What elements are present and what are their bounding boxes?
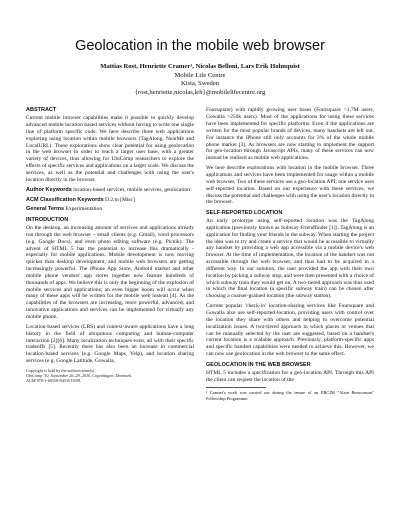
- introduction-paragraph-2: Location-based services (LBS) and context-aware applications have a long history in the field of ubiquitous computing and human-computer interaction [2][6]. Many localization techniques exist, all with their specific tradeoffs [5]. Recently there has also been an increase in commercial location-based services (e.g. Google Maps, Yelp), and location sharing services (e.g. Google Latitude, Gowalla,: [26, 323, 194, 365]
- copyright-line-3: ACM 978-1-60558-843-8/10/09.: [26, 378, 82, 384]
- copyright-line-1: Copyright is held by the author/owner(s).: [26, 367, 96, 373]
- general-terms: [26, 206, 194, 213]
- self-reported-paragraph-2: Current popular 'check-in' location-sharing services like Foursquare and Gowalla also use self-reported location, providing users with control over the location they share with others and helping to overcome potential localization issues. A two-tiered approach in which places or venues that can be manually selected by the user are suggested, based on a handset's current location is a scalable approach. Previously, platform-specific apps and specific handset capabilities were needed to achieve this. However, we can now use geolocation in the web browser to the same effect.: [206, 303, 374, 358]
- copyright-line-2: UbiComp '10, September 26–29, 2010, Copenhagen, Denmark.: [26, 373, 133, 379]
- abstract-text: Current mobile browser capabilities make it possible to quickly develop advanced mobile location based services without having to write one single line of platform specific code. We here describe three web applications exploring using location within mobile browsers (TagAlong, NearMe and LocalURL). These explorations show clear potential for using geolocation in the web browser in order to reach a larger user base, with a greater variety of devices, thus allowing for UbiComp researchers to explore the effects of specific services and applications on a larger scale. We discuss the services, as well as the potential and challenges with using the user's location directly in the browser.: [26, 115, 194, 183]
- right-column: [206, 107, 374, 401]
- general-label: General Terms: [26, 206, 65, 213]
- general-text: Experimentation: [65, 206, 103, 213]
- paper-title: Geolocation in the mobile web browser: [75, 38, 325, 54]
- acm-label: ACM Classification Keywords: [26, 196, 104, 203]
- copyright-notice: [26, 368, 194, 384]
- right-paragraph-2: We here describe explorations with location in the mobile browser. Three applications and services have been implemented for usage within a mobile web browser. Two of these services use a geo-location API; one service uses self-reported location. Based on our experience with these services, we discuss the potential and challenges with using the user's location directly in the browser.: [206, 165, 374, 206]
- introduction-paragraph-1: On the desktop, an increasing amount of services and applications already run through the web browser – email clients (e.g. Gmail), word processors (e.g. Google Docs), and even photo editing software (e.g. Picnik). The advent of HTML 5 has the potential to increase this dramatically - especially for mobile applications. Mobile development is now moving quicker than desktop development, and mobile web browsers are getting increasingly powerful. The iPhone App Store, Android market and other mobile phone vendors' app stores together now feature hundreds of thousands of apps. We believe this is only the beginning of the explosion of mobile services and applications; an even bigger boom will occur when many of these apps will be written for the mobile web instead [4]. As the capabilities of the browsers are increasing, more powerful, advanced, and innovative applications and services can be implemented for virtually any mobile phone.: [26, 225, 194, 320]
- author-location: Kista, Sweden: [180, 80, 220, 88]
- author-names: Mattias Rost, Henriette Cramer¹, Nicolas Belloni, Lars Erik Holmquist: [100, 63, 300, 70]
- author-affiliation: Mobile Life Centre: [174, 71, 226, 79]
- keywords-text: location-based services, mobile services, geolocation: [73, 186, 190, 193]
- footnote: ¹ Cramer's work was carried out during the tenure of an ERCIM "Alain Bensoussan" Fellowship Programme.: [206, 390, 374, 401]
- keywords-label: Author Keywords: [26, 186, 72, 193]
- geolocation-paragraph-1: HTML 5 includes a specification for a geo-location API. Through this API the client can request the location of the: [206, 369, 374, 383]
- right-paragraph-1: Foursquare) with rapidly growing user bases (Foursquare >1.7M users, Gowalla >250k users). Most of the applications for using these services have been implemented for specific platforms. Even if the applications are written for the most popular brands of devices, many handsets are left out. For instance the iPhone still only accounts for 3% of the whole mobile phone market [3]. As browsers are now starting to implement the support for geo-location through Javascript APIs, many of these services can now instead be realised as mobile web applications.: [206, 107, 374, 162]
- footnote-divider: [206, 387, 266, 388]
- abstract-heading: ABSTRACT: [26, 107, 57, 114]
- author-email: {rost,henriette,nicolas,leh}@mobilelifecentre.org: [134, 88, 266, 96]
- introduction-heading: INTRODUCTION: [26, 217, 69, 224]
- author-block: [26, 63, 374, 97]
- self-reported-heading: SELF-REPORTED LOCATION: [206, 210, 283, 217]
- acm-keywords: [26, 197, 194, 204]
- author-keywords: [26, 187, 194, 194]
- self-reported-paragraph-1: An early prototype using self-reported location was the TagAlong application (previously known as Subway Friendfinder [1]). TagAlong is an application for finding your friends in the subway. When starting the project the idea was to try and create a service that would be accessible to virtually any handset by providing a web app accessible via a mobile device's web browser. At the time of implementation, the location of the handset was not accessible through the web browser, and thus had to be acquired in a different way. In our solution, the user provided the app with their own location by picking a subway stop, and were then presented with a choice of which subway train they would get on. A two-tiered approach was thus used in which the final location (a specific subway train) can be chosen after choosing a coarser-grained location (the subway station).: [206, 218, 374, 300]
- acm-text: D.2.m [Misc]: [105, 196, 135, 203]
- left-column: [26, 107, 194, 401]
- geolocation-heading: GEOLOCATION IN THE WEB BROWSER: [206, 361, 311, 368]
- two-column-body: [26, 107, 374, 401]
